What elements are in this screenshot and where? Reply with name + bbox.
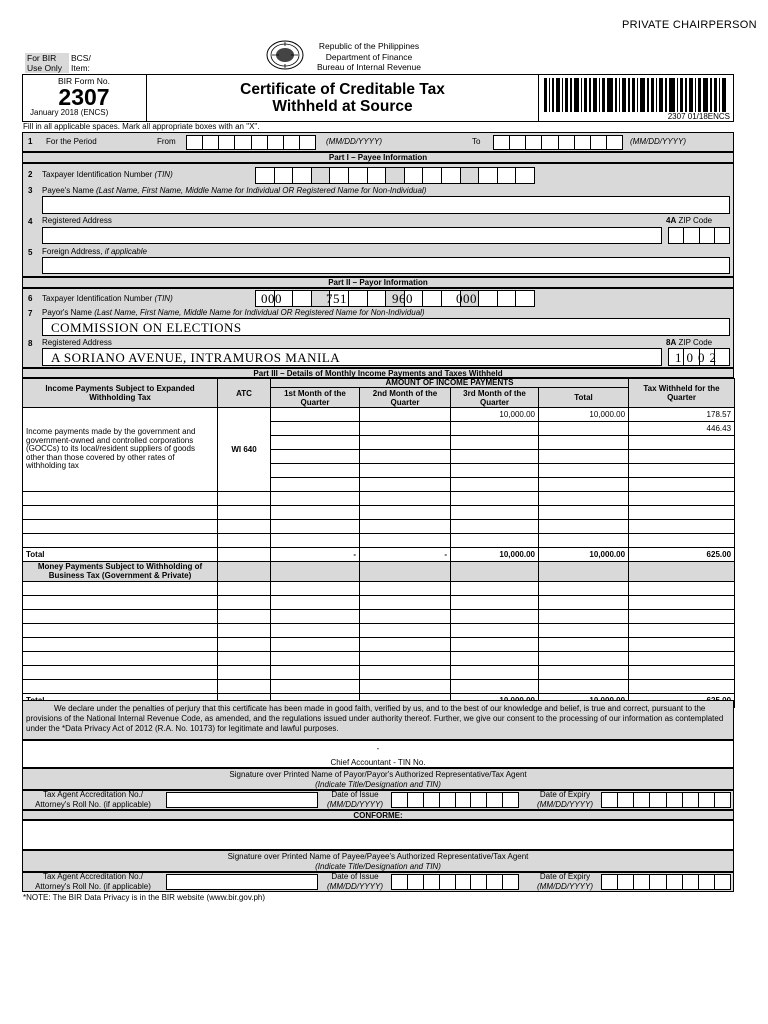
row1-m1[interactable] [271,408,360,422]
payor-tin-part1: 000 [261,291,282,306]
payee-expiry-text: Date of Expiry [539,872,591,881]
total1-m3: 10,000.00 [451,548,539,562]
payor-zip-label: ZIP Code [678,338,713,347]
payor-zip-num: 8A [666,338,677,347]
top-right-label: PRIVATE CHAIRPERSON [622,19,757,31]
payee-tin-input[interactable] [255,167,535,184]
bir-use-line2: Use Only [27,63,62,73]
payor-zip-value: 1002 [675,350,721,365]
table-row [23,520,735,534]
agency-header [306,41,432,73]
form-title-line1: Certificate of Creditable Tax [240,81,445,98]
payor-signature-label: Signature over Printed Name of Payor/Payor's Authorized Representative/Tax Agent [229,770,527,779]
payor-name-hint: (Last Name, First Name, Middle Name for Individual OR Registered Name for Non-Individual) [94,308,425,317]
col-m1-header: 1st Month of the Quarter [271,388,360,408]
payor-addr-label: Registered Address [42,338,112,347]
payee-zip-label: ZIP Code [678,216,713,225]
payee-name-hint: (Last Name, First Name, Middle Name for Individual OR Registered Name for Non-Individual) [96,186,427,195]
payor-issue-label [320,790,390,810]
table-row [23,596,735,610]
payee-signature-area[interactable] [22,820,734,850]
payor-tin-part2: 751 [326,291,347,306]
privacy-note: *NOTE: The BIR Data Privacy is in the BIR website (www.bir.gov.ph) [23,893,266,902]
period-from-label: From [157,137,176,146]
payor-name-input[interactable] [42,318,730,336]
payee-signature-label: Signature over Printed Name of Payee/Payee's Authorized Representative/Tax Agent [227,852,529,861]
table-row [23,492,735,506]
payee-foreign-address-input[interactable] [42,257,730,274]
payor-signature-caption [22,768,734,790]
payor-name-label-wrap [42,308,425,317]
chief-accountant-label: Chief Accountant - TIN No. [330,758,426,767]
table-row [23,610,735,624]
payor-name-label: Payor's Name [42,308,92,317]
payee-agent-label [22,872,164,892]
payor-tin-part4: 000 [456,291,477,306]
payor-expiry-format: (MM/DD/YYYY) [537,800,593,809]
atc-code: WI 640 [218,408,271,492]
form-number: 2307 [58,84,110,110]
payor-addr-num: 8 [28,339,33,348]
barcode-icon [544,78,728,112]
form-label: BIR Form No. [58,76,110,86]
bir-seal-icon [266,40,304,70]
table-row [23,624,735,638]
col-m3-header: 3rd Month of the Quarter [451,388,539,408]
row1-m3[interactable]: 10,000.00 [451,408,539,422]
income-table [22,378,735,708]
total1-tax: 625.00 [629,548,735,562]
payor-tin-input[interactable] [255,290,535,307]
bcs-item [71,53,91,73]
row2-tax[interactable]: 446.43 [629,422,735,436]
payee-expiry-format: (MM/DD/YYYY) [537,882,593,891]
part1-title: Part I – Payee Information [22,152,734,163]
agency-line2: Department of Finance [325,51,413,62]
total1-m1: - [271,548,360,562]
payee-expiry-label [530,872,600,892]
bir-use-box [25,53,69,73]
payee-zip-input[interactable] [668,227,730,244]
payee-issue-input[interactable] [391,874,519,890]
period-to-label: To [472,137,481,146]
money-payments-header [23,562,735,582]
payee-expiry-input[interactable] [601,874,731,890]
agency-line1: Republic of the Philippines [318,41,420,51]
payee-name-input[interactable] [42,196,730,214]
table-row [23,408,735,422]
form-code: 2307 01/18ENCS [667,112,730,121]
payor-tin-part3: 960 [392,291,413,306]
payor-tin-suffix: (TIN) [154,294,173,303]
payor-name-num: 7 [28,309,33,318]
payee-address-input[interactable] [42,227,662,244]
bcs-label: BCS/ [71,53,91,63]
table-row [23,680,735,694]
table-row [23,666,735,680]
payee-tin-label: Taxpayer Identification Number [42,170,153,179]
payor-agent-line2: Attorney's Roll No. (if applicable) [35,800,151,809]
payor-tin-num: 6 [28,294,33,303]
part3-title: Part III – Details of Monthly Income Payments and Taxes Withheld [22,368,734,378]
payor-tin-label-wrap [42,294,173,303]
total1-total: 10,000.00 [539,548,629,562]
money-payments-label: Money Payments Subject to Withholding of Business Tax (Government & Private) [23,562,218,582]
col-m2-header: 2nd Month of the Quarter [360,388,451,408]
signature-dash: - [376,744,380,753]
table-row [23,506,735,520]
period-to-format: (MM/DD/YYYY) [630,137,686,146]
payee-foreign-label-wrap [42,247,147,256]
payor-address-value: A SORIANO AVENUE, INTRAMUROS MANILA [51,350,341,365]
payor-expiry-text: Date of Expiry [539,790,591,799]
payee-signature-caption [22,850,734,872]
payor-agent-input[interactable] [166,792,318,808]
table-row [23,534,735,548]
form-date: January 2018 (ENCS) [30,108,109,117]
payor-agent-label [22,790,164,810]
payee-tin-num: 2 [28,170,33,179]
payor-agent-line1: Tax Agent Accreditation No./ [42,790,144,799]
payor-zip-input[interactable] [668,348,730,366]
payee-name-label: Payee's Name [42,186,94,195]
instruction-text: Fill in all applicable spaces. Mark all appropriate boxes with an "X". [23,122,260,131]
payee-agent-input[interactable] [166,874,318,890]
payor-name-value: COMMISSION ON ELECTIONS [51,320,242,335]
period-num: 1 [28,137,33,146]
period-from-format: (MM/DD/YYYY) [326,137,382,146]
form-title-line2: Withheld at Source [272,98,413,115]
payee-tin-suffix: (TIN) [154,170,173,179]
payee-agent-line1: Tax Agent Accreditation No./ [42,872,144,881]
payee-name-label-wrap [42,186,426,195]
row1-m2[interactable] [360,408,451,422]
payee-zip-num: 4A [666,216,677,225]
payee-name-num: 3 [28,186,33,195]
form-number-block [22,76,146,117]
col-income-header: Income Payments Subject to Expanded Withholding Tax [23,379,218,408]
total-row-1 [23,548,735,562]
payee-addr-num: 4 [28,217,33,226]
total1-label: Total [23,548,218,562]
payee-foreign-label: Foreign Address, [42,247,103,256]
payee-issue-text: Date of Issue [331,872,379,881]
payee-signature-hint: (Indicate Title/Designation and TIN) [315,862,441,871]
payee-foreign-hint: if applicable [104,247,147,256]
payor-zip-label-wrap [666,338,712,347]
payor-issue-input[interactable] [391,792,519,808]
total1-m2: - [360,548,451,562]
payor-expiry-input[interactable] [601,792,731,808]
table-row [23,638,735,652]
row1-total[interactable]: 10,000.00 [539,408,629,422]
table-row [23,652,735,666]
item-label: Item: [71,63,90,73]
table-row [23,582,735,596]
payor-expiry-label [530,790,600,810]
payee-foreign-num: 5 [28,248,33,257]
declaration-text: We declare under the penalties of perjury that this certificate has been made in good faith, verified by us, and to the best of our knowledge and belief, is true and correct, pursuant to the provisions of the National Internal Revenue Code, as amended, and the regulations issued under authority thereof. Further, we give our consent to the processing of our information as contemplated under the *Data Privacy Act of 2012 (R.A. No. 10173) for legitimate and lawful purposes. [22,700,734,740]
payor-signature-hint: (Indicate Title/Designation and TIN) [315,780,441,789]
payor-address-input[interactable] [42,348,662,366]
conforme-title: CONFORME: [22,810,734,820]
col-total-header: Total [539,388,629,408]
period-from-input[interactable] [186,135,316,150]
col-tax-header: Tax Withheld for the Quarter [629,379,735,408]
payee-issue-format: (MM/DD/YYYY) [327,882,383,891]
payor-issue-text: Date of Issue [331,790,379,799]
payee-issue-label [320,872,390,892]
payee-tin-label-wrap [42,170,173,179]
payor-issue-format: (MM/DD/YYYY) [327,800,383,809]
income-description: Income payments made by the government and government-owned and controlled corporations (GOCCs) to its local/resident suppliers of goods other than those covered by other rates of withholding tax [23,408,218,492]
bir-use-line1: For BIR [27,53,57,63]
part2-title: Part II – Payor Information [22,277,734,288]
period-to-input[interactable] [493,135,623,150]
payee-addr-label: Registered Address [42,216,112,225]
agency-line3: Bureau of Internal Revenue [317,62,421,72]
col-atc-header: ATC [218,379,271,408]
payee-agent-line2: Attorney's Roll No. (if applicable) [35,882,151,891]
period-label: For the Period [46,137,97,146]
payor-tin-label: Taxpayer Identification Number [42,294,153,303]
payee-zip-label-wrap [666,216,712,225]
row1-tax[interactable]: 178.57 [629,408,735,422]
form-title [147,81,538,115]
col-amount-header: AMOUNT OF INCOME PAYMENTS [271,379,629,388]
